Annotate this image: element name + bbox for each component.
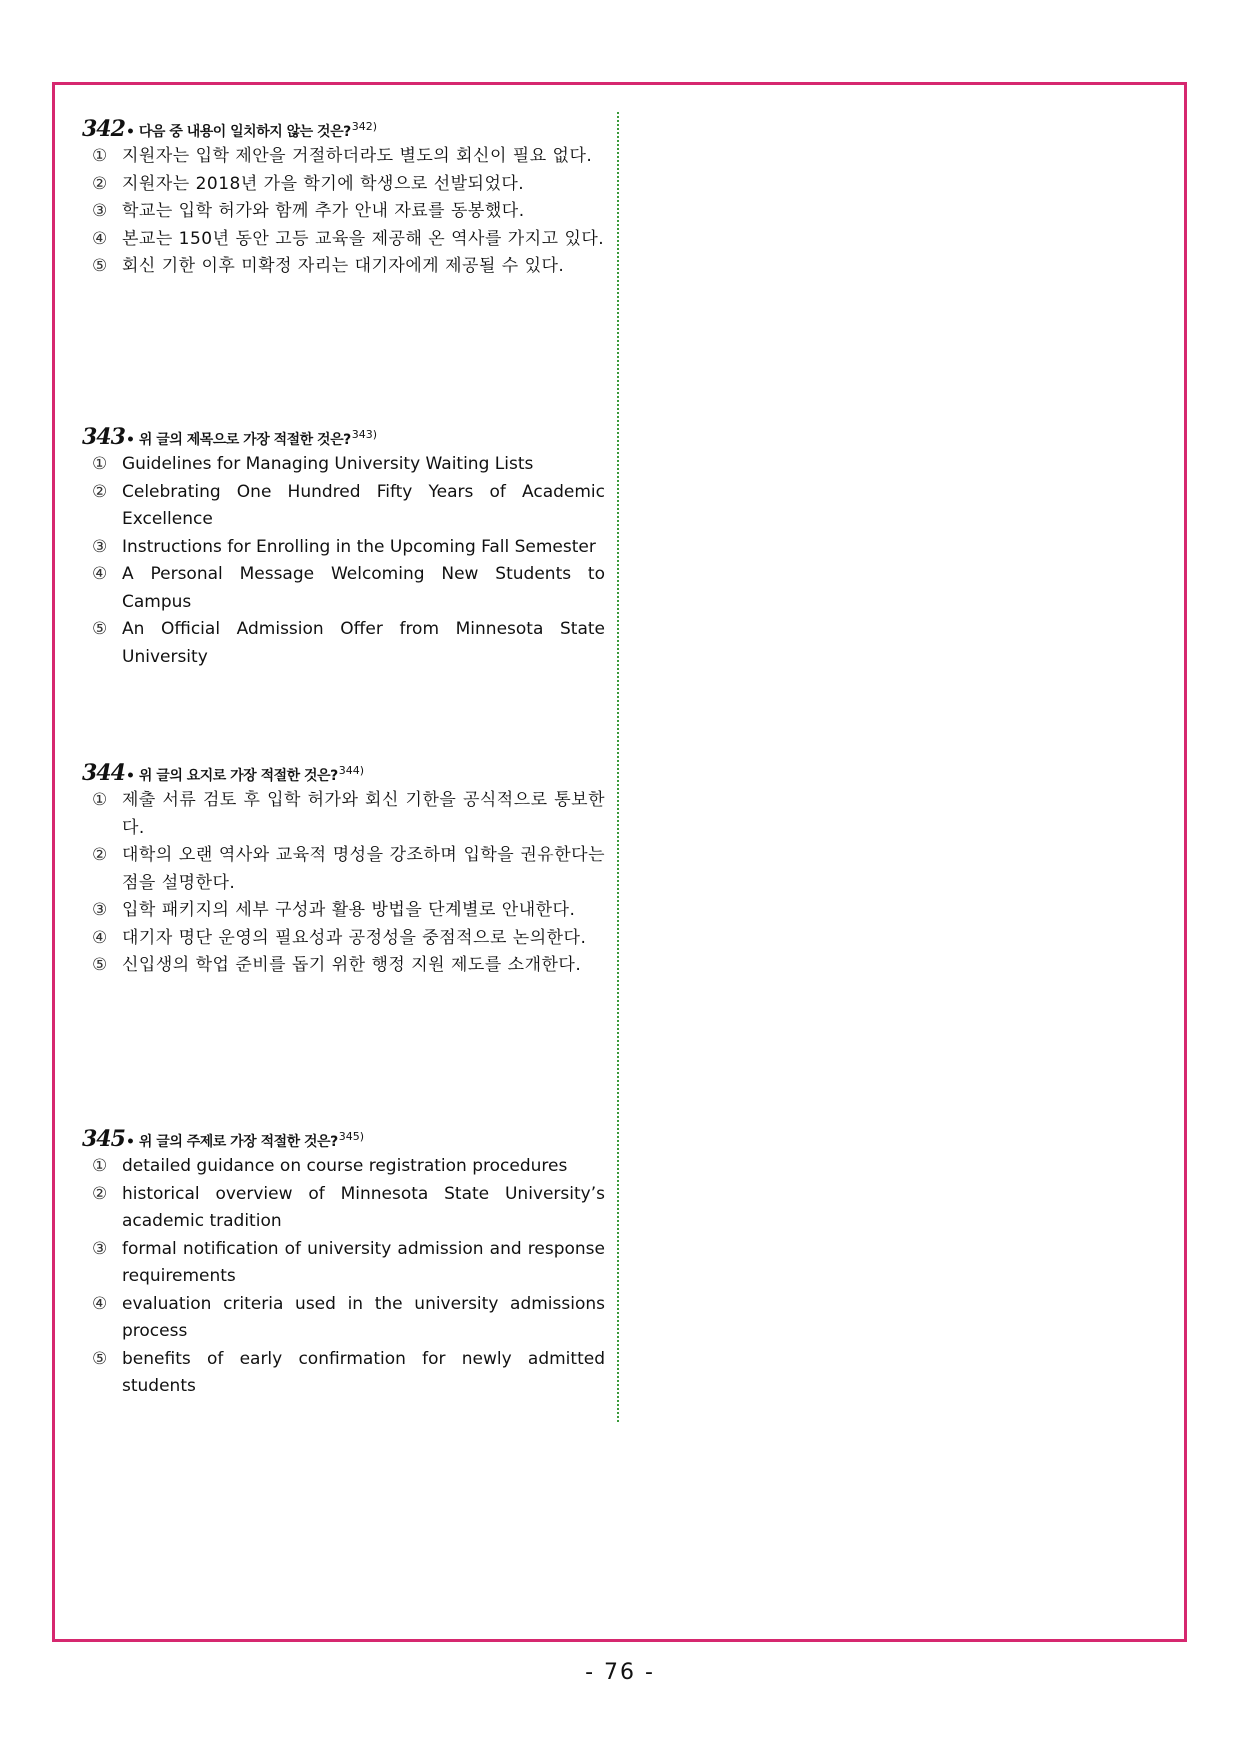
question-title: 342 • 다음 중 내용이 일치하지 않는 것은? 342) xyxy=(82,116,605,142)
option-mark: ⑤ xyxy=(92,1348,108,1369)
option-text: 지원자는 2018년 가을 학기에 학생으로 선발되었다. xyxy=(122,173,525,194)
question-344 xyxy=(82,760,605,980)
question-prompt: 다음 중 내용이 일치하지 않는 것은? xyxy=(138,124,351,140)
option-list xyxy=(82,451,605,671)
option-mark: ③ xyxy=(92,201,108,221)
option-text: A Personal Message Welcoming New Students to Campus xyxy=(122,564,605,612)
option-mark: ① xyxy=(92,146,108,166)
question-prompt: 위 글의 요지로 가장 적절한 것은? xyxy=(138,768,338,784)
option-mark: ⑤ xyxy=(92,619,108,639)
column-divider xyxy=(617,112,619,1422)
option-mark: ⑤ xyxy=(92,955,108,975)
option-list xyxy=(82,787,605,980)
question-title: 344 • 위 글의 요지로 가장 적절한 것은? 344) xyxy=(82,760,605,786)
option-5[interactable] xyxy=(82,616,605,671)
footnote-marker: 344) xyxy=(338,764,364,777)
option-3[interactable] xyxy=(82,534,605,562)
option-text: 지원자는 입학 제안을 거절하더라도 별도의 회신이 필요 없다. xyxy=(122,146,593,166)
option-3[interactable] xyxy=(82,198,605,226)
option-mark: ④ xyxy=(92,228,108,249)
question-number: 343 xyxy=(82,424,125,450)
option-mark: ③ xyxy=(92,900,108,920)
option-mark: ① xyxy=(92,790,108,810)
page-number: - 76 - xyxy=(585,1660,655,1685)
question-prompt: 위 글의 제목으로 가장 적절한 것은? xyxy=(138,432,351,448)
option-1[interactable] xyxy=(82,1153,605,1181)
option-text: benefits of early confirmation for newly admitted students xyxy=(122,1348,605,1396)
question-342 xyxy=(82,116,605,281)
option-4[interactable] xyxy=(82,561,605,616)
option-text: An Official Admission Offer from Minnesota State University xyxy=(122,619,605,667)
option-mark: ③ xyxy=(92,1238,108,1259)
option-text: 본교는 150년 동안 고등 교육을 제공해 온 역사를 가지고 있다. xyxy=(122,228,605,249)
option-3[interactable] xyxy=(82,897,605,925)
option-5[interactable] xyxy=(82,253,605,281)
option-mark: ① xyxy=(92,1156,108,1176)
option-2[interactable] xyxy=(82,1181,605,1236)
option-text: detailed guidance on course registration procedures xyxy=(122,1156,568,1176)
option-mark: ② xyxy=(92,1183,108,1204)
option-text: Guidelines for Managing University Waiting Lists xyxy=(122,454,534,474)
option-2[interactable] xyxy=(82,842,605,897)
option-text: Celebrating One Hundred Fifty Years of Academic Excellence xyxy=(122,481,605,529)
option-text: 제출 서류 검토 후 입학 허가와 회신 기한을 공식적으로 통보한다. xyxy=(122,790,605,838)
option-1[interactable] xyxy=(82,143,605,171)
option-text: evaluation criteria used in the university admissions process xyxy=(122,1293,605,1341)
option-5[interactable] xyxy=(82,952,605,980)
footnote-marker: 342) xyxy=(351,120,378,133)
option-list xyxy=(82,143,605,281)
option-mark: ② xyxy=(92,845,108,865)
option-mark: ② xyxy=(92,481,108,502)
option-2[interactable] xyxy=(82,479,605,534)
option-text: historical overview of Minnesota State University’s academic tradition xyxy=(122,1183,605,1231)
option-1[interactable] xyxy=(82,787,605,842)
question-number: 345 xyxy=(82,1126,125,1152)
option-text: 대학의 오랜 역사와 교육적 명성을 강조하며 입학을 권유한다는 점을 설명한다. xyxy=(122,845,605,893)
question-number: 342 xyxy=(82,116,125,142)
option-mark: ① xyxy=(92,454,108,474)
option-mark: ⑤ xyxy=(92,256,108,276)
footnote-marker: 343) xyxy=(351,428,378,441)
option-1[interactable] xyxy=(82,451,605,479)
option-mark: ③ xyxy=(92,536,108,557)
option-text: 회신 기한 이후 미확정 자리는 대기자에게 제공될 수 있다. xyxy=(122,256,565,276)
option-4[interactable] xyxy=(82,925,605,953)
footnote-marker: 345) xyxy=(338,1130,364,1143)
option-text: 학교는 입학 허가와 함께 추가 안내 자료를 동봉했다. xyxy=(122,201,525,221)
option-mark: ④ xyxy=(92,927,108,948)
option-text: 신입생의 학업 준비를 돕기 위한 행정 지원 제도를 소개한다. xyxy=(122,955,582,975)
option-mark: ② xyxy=(92,173,108,194)
option-5[interactable] xyxy=(82,1346,605,1401)
option-text: 입학 패키지의 세부 구성과 활용 방법을 단계별로 안내한다. xyxy=(122,900,576,920)
option-text: formal notification of university admission and response requirements xyxy=(122,1238,605,1286)
option-4[interactable] xyxy=(82,1291,605,1346)
option-mark: ④ xyxy=(92,1293,108,1314)
question-number: 344 xyxy=(82,760,125,786)
question-title: 345 • 위 글의 주제로 가장 적절한 것은? 345) xyxy=(82,1126,605,1152)
question-345 xyxy=(82,1126,605,1401)
option-mark: ④ xyxy=(92,564,108,584)
option-text: 대기자 명단 운영의 필요성과 공정성을 중점적으로 논의한다. xyxy=(122,927,587,948)
option-list xyxy=(82,1153,605,1401)
question-prompt: 위 글의 주제로 가장 적절한 것은? xyxy=(138,1134,338,1150)
question-343 xyxy=(82,424,605,671)
option-2[interactable] xyxy=(82,171,605,199)
option-3[interactable] xyxy=(82,1236,605,1291)
question-title: 343 • 위 글의 제목으로 가장 적절한 것은? 343) xyxy=(82,424,605,450)
option-text: Instructions for Enrolling in the Upcoming Fall Semester xyxy=(122,536,596,557)
option-4[interactable] xyxy=(82,226,605,254)
